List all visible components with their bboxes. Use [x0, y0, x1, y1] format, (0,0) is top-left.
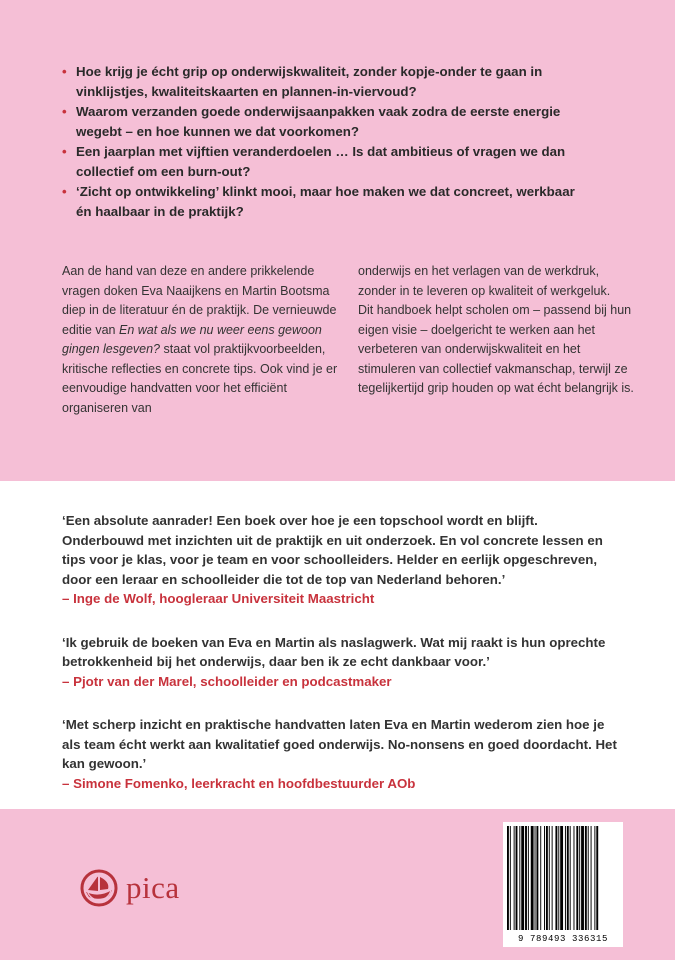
barcode-bar — [549, 826, 550, 930]
barcode-bar — [540, 826, 541, 930]
body-paragraph: Dit handboek helpt scholen om – passend bij hun eigen visie – doelgericht te werken aan het verbeteren van onderwijskwaliteit en het stimuleren van collectief vakmanschap, terwijl ze tegelijkertijd grip houden op wat écht belangrijk is. — [358, 303, 634, 395]
body-paragraph: onderwijs en het verlagen van de werkdruk, zonder in te leveren op kwaliteit of werkgeluk. — [358, 264, 611, 298]
bullet-icon: • — [62, 64, 67, 79]
book-title: En wat als we nu weer eens gewoon gingen lesgeven? — [62, 322, 322, 356]
question-item: • ‘Zicht op ontwikkeling’ klinkt mooi, maar hoe maken we dat concreet, werkbaar én haalbaar in de praktijk? — [62, 184, 575, 219]
body-column-right — [358, 262, 638, 399]
barcode-bar — [581, 826, 584, 930]
quote-list — [62, 511, 622, 817]
barcode-bar — [525, 826, 527, 930]
barcode-bar — [544, 826, 545, 930]
publisher-name: pica — [126, 870, 180, 905]
barcode-bar — [555, 826, 557, 930]
barcode-bar — [594, 826, 595, 930]
barcode-bar — [574, 826, 575, 930]
pica-ship-logo-icon — [78, 868, 120, 908]
bullet-icon: • — [62, 144, 67, 159]
barcode-bar — [558, 826, 559, 930]
barcode-bar — [565, 826, 566, 930]
publisher-logo — [78, 868, 180, 908]
barcode-bar — [507, 826, 509, 930]
quote-block — [62, 633, 622, 692]
bullet-icon: • — [62, 184, 67, 199]
barcode-bar — [528, 826, 529, 930]
quote-text: ‘Ik gebruik de boeken van Eva en Martin als naslagwerk. Wat mij raakt is hun oprechte betrokkenheid bij het onderwijs, daar ben ik ze echt dankbaar voor.’ — [62, 634, 606, 669]
barcode-bar — [579, 826, 580, 930]
barcode-bar — [560, 826, 563, 930]
question-item: • Een jaarplan met vijftien veranderdoelen … Is dat ambitieus of vragen we dan collectief om een burn-out? — [62, 144, 566, 179]
quote-author: – Inge de Wolf, hoogleraar Universiteit Maastricht — [62, 591, 375, 606]
quote-author: – Simone Fomenko, leerkracht en hoofdbestuurder AOb — [62, 775, 416, 791]
barcode-bar — [536, 826, 538, 930]
quote-text: ‘Een absolute aanrader! Een boek over hoe je een topschool wordt en blijft. Onderbouwd met inzichten uit de praktijk en uit onderzoek. En vol concrete lessen en tips voor je klas, voor je team en voor schoolleiders. Helder en eerlijk opgeschreven, door een leraar en schoolleider die tot de top van Nederland behoren.’ — [62, 513, 603, 587]
barcode-bar — [510, 826, 511, 930]
quote-text: ‘Met scherp inzicht en praktische handvatten laten Eva en Martin wederom zien hoe je als team écht werkt aan kwalitatief goed onderwijs. No-nonsens en goed doordacht. Het kan gewoon.’ — [62, 717, 617, 771]
body-paragraph: Aan de hand van deze en andere prikkelende vragen doken Eva Naaijkens en Martin Bootsma diep in de literatuur én de praktijk. De vernieuwde editie van En wat als we nu weer eens gewoon gingen lesgeven? staat vol praktijkvoorbeelden, kritische reflecties en concrete tips. Ook vind je er eenvoudige handvatten voor het efficiënt organiseren van — [62, 264, 338, 415]
barcode-bar — [552, 826, 553, 930]
barcode-bar — [546, 826, 548, 930]
barcode-bar — [570, 826, 571, 930]
bullet-icon: • — [62, 104, 67, 119]
barcode-bar — [535, 826, 536, 930]
barcode-bar — [514, 826, 515, 930]
question-list — [62, 62, 582, 222]
body-column-left — [62, 262, 342, 418]
barcode-bar — [585, 826, 587, 930]
barcode-bar — [588, 826, 589, 930]
barcode-bar — [521, 826, 524, 930]
barcode-bars — [503, 822, 623, 947]
barcode-bar — [591, 826, 592, 930]
question-item: • Hoe krijg je écht grip op onderwijskwaliteit, zonder kopje-onder te gaan in vinklijstjes, kwaliteitskaarten en plannen-in-viervoud? — [62, 64, 543, 99]
barcode — [503, 822, 623, 947]
quote-author: – Pjotr van der Marel, schoolleider en podcastmaker — [62, 673, 392, 689]
barcode-bar — [576, 826, 578, 930]
barcode-bar — [516, 826, 518, 930]
barcode-bar — [596, 826, 598, 930]
quote-block — [62, 715, 622, 793]
quote-block — [62, 511, 622, 609]
barcode-bar — [519, 826, 520, 930]
question-item: • Waarom verzanden goede onderwijsaanpakken vaak zodra de eerste energie wegebt – en hoe kunnen we dat voorkomen? — [62, 104, 561, 139]
isbn-digits: 9 789493 336315 — [517, 934, 608, 944]
barcode-bar — [531, 826, 534, 930]
barcode-bar — [567, 826, 569, 930]
